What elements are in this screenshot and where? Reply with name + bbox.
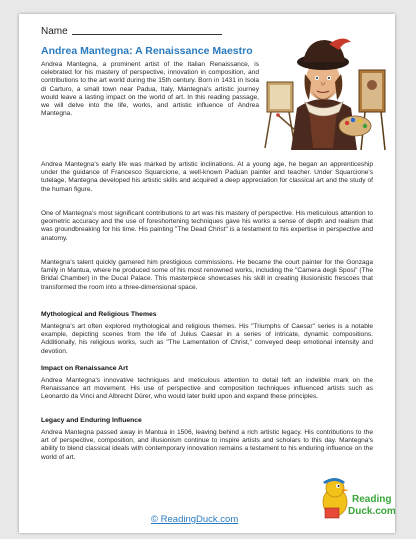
commissions-paragraph: Mantegna's talent quickly garnered him prestigious commissions. He became the court painter for the Gonzaga family in Mantua, where he produced some of his most renowned works, including the "Camera degli Sposi" (The Bridal Chamber) in the Ducal Palace. This masterpiece showcases his skill in creating illusionistic frescoes that transformed the room into a three-dimensional space. — [41, 259, 373, 291]
legacy-paragraph: Andrea Mantegna passed away in Mantua in 1506, leaving behind a rich artistic legacy. His contributions to the art of perspective, composition, and illusionism continue to inspire artists and scholars to this day. Mantegna's ability to blend classical ideals with contemporary innovation remains a testament to his enduring influence on the world of art. — [41, 429, 373, 461]
perspective-paragraph: One of Mantegna's most significant contributions to art was his mastery of perspective. His meticulous attention to geometric accuracy and the use of foreshortening techniques gave his works a sense of depth and realism that was groundbreaking for his time. His painting "The Dead Christ" is a testament to his expertise in perspective and anatomy. — [41, 210, 373, 242]
mythological-paragraph: Mantegna's art often explored mythological and religious themes. His "Triumphs of Caesar" series is a notable example, depicting scenes from the life of Julius Caesar in a series of intricate, dynamic compositions. Additionally, his religious works, such as "The Lamentation of Christ," conveyed deep emotional intensity and devotion. — [41, 323, 373, 355]
heading-legacy: Legacy and Enduring Influence — [41, 417, 142, 424]
reading-duck-logo — [319, 474, 396, 526]
logo-text-duck: Duck.com — [348, 506, 396, 517]
mantegna-portrait-illustration — [259, 30, 389, 155]
name-field[interactable] — [41, 26, 222, 37]
worksheet-page — [19, 14, 395, 533]
name-line[interactable] — [72, 33, 222, 35]
heading-mythological: Mythological and Religious Themes — [41, 311, 157, 318]
name-label: Name — [41, 26, 68, 37]
intro-paragraph: Andrea Mantegna, a prominent artist of the Italian Renaissance, is celebrated for his mastery of perspective, innovation in composition, and contributions to the art world during the 15th century. Born in 1431 in Isola di Carturo, a small town near Padua, Italy, Mantegna's artistic journey would leave a lasting impact on the world of art. In this reading passage, we will delve into the life, works, and artistic influence of Andrea Mantegna. — [41, 61, 259, 118]
readingduck-link[interactable]: © ReadingDuck.com — [151, 514, 239, 525]
impact-paragraph: Andrea Mantegna's innovative techniques and meticulous attention to detail left an indelible mark on the Renaissance art movement. His use of perspective and composition techniques influenced artists such as Leonardo da Vinci and Albrecht Dürer, who would later build upon and expand these principles. — [41, 377, 373, 401]
article-title: Andrea Mantegna: A Renaissance Maestro — [41, 45, 253, 57]
heading-impact: Impact on Renaissance Art — [41, 365, 129, 372]
early-life-paragraph: Andrea Mantegna's early life was marked by artistic inclinations. At a young age, he began an apprenticeship under the guidance of Francesco Squarcione, a well-known Paduan painter and teacher. Under Squarcione's tutelage, Mantegna developed his artistic skills and acquired a deep appreciation for classical art and the study of the human figure. — [41, 161, 373, 193]
logo-text-reading: Reading — [352, 494, 392, 505]
